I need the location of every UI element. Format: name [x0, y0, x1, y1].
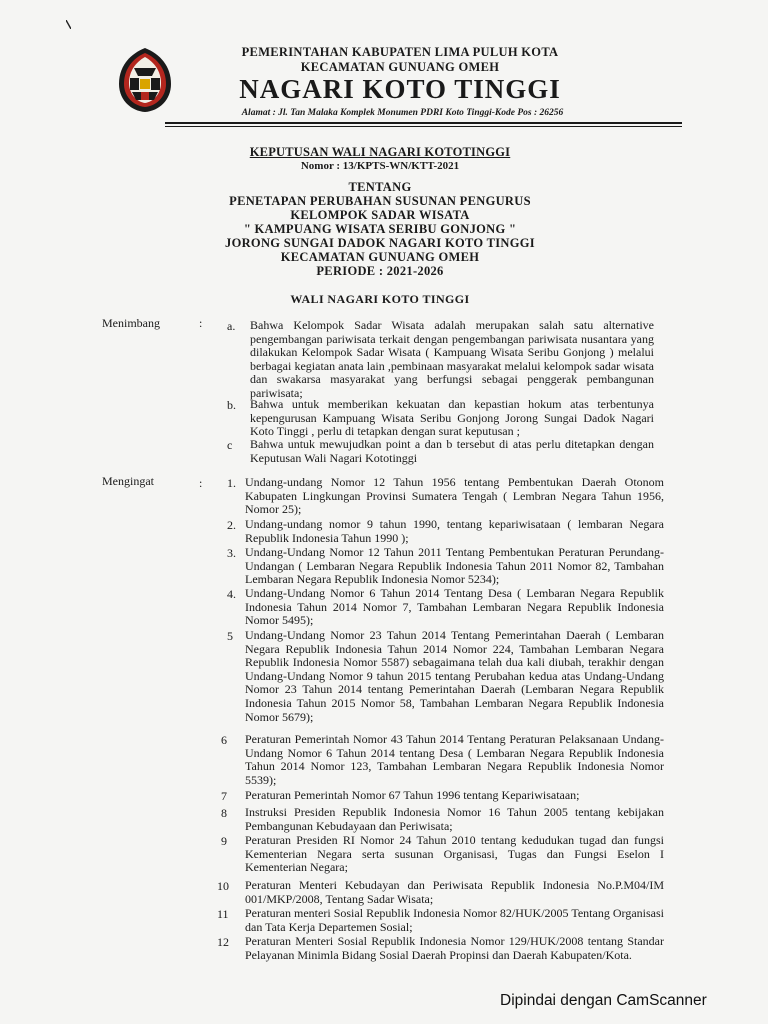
- letterhead-title: NAGARI KOTO TINGGI: [239, 74, 561, 104]
- recalling-item-text: Undang-undang nomor 9 tahun 1990, tentang kepariwisataan ( lembaran Negara Republik Indonesia Tahun 1990 );: [245, 517, 664, 545]
- considering-item-text: Bahwa untuk memberikan kekuatan dan kepastian hokum atas terbentunya kepengurusan Kampuang Wisata Seribu Gonjong Jorong Sungai Dadok Nagari Koto Tinggi , perlu di tetapkan dengan surat keputusan ;: [250, 397, 654, 439]
- decree-subject-line: JORONG SUNGAI DADOK NAGARI KOTO TINGGI: [225, 236, 535, 250]
- considering-colon: :: [199, 316, 203, 330]
- considering-item-mark: b.: [227, 398, 236, 412]
- decree-title: KEPUTUSAN WALI NAGARI KOTOTINGGI: [249, 145, 511, 159]
- recalling-item-mark: 7: [221, 789, 227, 803]
- recalling-item-mark: 5: [227, 629, 233, 643]
- recalling-colon: :: [199, 476, 203, 490]
- recalling-item-mark: 3.: [227, 546, 236, 560]
- recalling-item-mark: 12: [217, 935, 229, 949]
- letterhead-divider-thick: [165, 122, 682, 124]
- recalling-item-text: Peraturan Pemerintah Nomor 67 Tahun 1996 tentang Kepariwisataan;: [245, 788, 580, 802]
- recalling-item-mark: 11: [217, 907, 229, 921]
- decree-about: TENTANG: [348, 180, 412, 194]
- recalling-label: Mengingat: [102, 474, 154, 488]
- letterhead-divider-thin: [165, 126, 682, 127]
- recalling-item-mark: 1.: [227, 476, 236, 490]
- decree-subject-line: KECAMATAN GUNUANG OMEH: [280, 250, 480, 264]
- recalling-item-mark: 4.: [227, 587, 236, 601]
- recalling-item-text: Undang-Undang Nomor 12 Tahun 2011 Tentang Pembentukan Peraturan Perundang- Undangan ( Lembaran Negara Republik Indonesia Tahun 2011 Nomor 82, Tambahan Lembaran Negara Republik Indonesia Nomor 5234);: [245, 545, 664, 587]
- letterhead-district-line: KECAMATAN GUNUANG OMEH: [300, 60, 500, 74]
- recalling-item-text: Undang-Undang Nomor 23 Tahun 2014 Tentang Pemerintahan Daerah ( Lembaran Negara Republik Indonesia Tahun 2014 Nomor 224, Tambahan Lembaran Negara Republik Indonesia Nomor 5587) sebagaimana telah dua kali diubah, terakhir dengan Undang-Undang Nomor 9 tahun 2015 tentang Perubahan kedua atas Undang-Undang Nomor 23 Tahun 2014 tentang Pemerintahan Daerah (Lembaran Negara Republik Indonesia Tahun 2015 Nomor 58, Tambahan Lembaran Negara Republik Indonesia Nomor 5679);: [245, 628, 664, 724]
- recalling-item-text: Instruksi Presiden Republik Indonesia Nomor 16 Tahun 2005 tentang kebijakan Pembangunan Kebudayaan dan Periwisata;: [245, 805, 664, 833]
- recalling-item-mark: 6: [221, 733, 227, 747]
- recalling-item-mark: 9: [221, 834, 227, 848]
- recalling-item-text: Undang-Undang Nomor 6 Tahun 2014 Tentang Desa ( Lembaran Negara Republik Indonesia Tahun 2014 Nomor 7, Tambahan Lembaran Negara Republik Indonesia Nomor 5495);: [245, 586, 664, 628]
- recalling-item-text: Peraturan Menteri Sosial Republik Indonesia Nomor 129/HUK/2008 tentang Standar Pelayanan Minimla Bidang Sosial Daerah Propinsi dan Daerah Kabupaten/Kota.: [245, 934, 664, 962]
- district-emblem-icon: [116, 46, 174, 114]
- considering-label: Menimbang: [102, 316, 160, 330]
- recalling-item-text: Peraturan Menteri Kebudayan dan Periwisata Republik Indonesia No.P.M04/IM 001/MKP/2008, Tentang Sadar Wisata;: [245, 878, 664, 906]
- recalling-item-text: Peraturan menteri Sosial Republik Indonesia Nomor 82/HUK/2005 Tentang Organisasi dan Tata Kerja Departemen Sosial;: [245, 906, 664, 934]
- recalling-item-mark: 10: [217, 879, 229, 893]
- considering-item-mark: a.: [227, 319, 236, 333]
- issuing-official: WALI NAGARI KOTO TINGGI: [290, 292, 470, 306]
- decree-subject-line: " KAMPUANG WISATA SERIBU GONJONG ": [243, 222, 517, 236]
- corner-mark: [66, 20, 71, 29]
- decree-number: Nomor : 13/KPTS-WN/KTT-2021: [300, 160, 460, 172]
- recalling-item-mark: 2.: [227, 518, 236, 532]
- decree-period: PERIODE : 2021-2026: [316, 264, 444, 278]
- considering-item-text: Bahwa Kelompok Sadar Wisata adalah merupakan salah satu alternative pengembangan pariwisata terkait dengan pengembangan pariwisata nusantara yang dilakukan Kelompok Sadar Wisata ( Kampuang Wisata Seribu Gonjong ) melalui berbagai kegiatan anata lain ,pembinaan masyarakat melalui kelompok sadar wisata dan swakarsa masyarakat yang berfungsi sebagai penggerak pembangunan pariwisata;: [250, 318, 654, 400]
- recalling-item-text: Undang-undang Nomor 12 Tahun 1956 tentang Pembentukan Daerah Otonom Kabupaten Lingkungan Provinsi Sumatera Tengah ( Lembran Negara Tahun 1956, Nomor 25);: [245, 475, 664, 517]
- letterhead-address: Alamat : Jl. Tan Malaka Komplek Monumen PDRI Koto Tinggi-Kode Pos : 26256: [241, 108, 564, 118]
- recalling-item-mark: 8: [221, 806, 227, 820]
- considering-item-text: Bahwa untuk mewujudkan point a dan b tersebut di atas perlu ditetapkan dengan Keputusan Wali Nagari Kototinggi: [250, 437, 654, 465]
- decree-subject-line: KELOMPOK SADAR WISATA: [290, 208, 470, 222]
- considering-item-mark: c: [227, 438, 233, 452]
- letterhead-government-line: PEMERINTAHAN KABUPATEN LIMA PULUH KOTA: [241, 45, 559, 59]
- decree-subject-line: PENETAPAN PERUBAHAN SUSUNAN PENGURUS: [229, 194, 531, 208]
- recalling-item-text: Peraturan Pemerintah Nomor 43 Tahun 2014 Tentang Peraturan Pelaksanaan Undang-Undang Nomor 6 Tahun 2014 tentang Desa ( Lembaran Negara Republik Indonesia Tahun 2014 Nomor 123, Tambahan Lembaran Negara Republik Indonesia Nomor 5539);: [245, 732, 664, 787]
- scanner-watermark: Dipindai dengan CamScanner: [500, 992, 707, 1009]
- recalling-item-text: Peraturan Presiden RI Nomor 24 Tahun 2010 tentang kedudukan tugad dan fungsi Kementerian Negara serta susunan Organisasi, Tugas dan Fungsi Eselon I Kementerian Negara;: [245, 833, 664, 875]
